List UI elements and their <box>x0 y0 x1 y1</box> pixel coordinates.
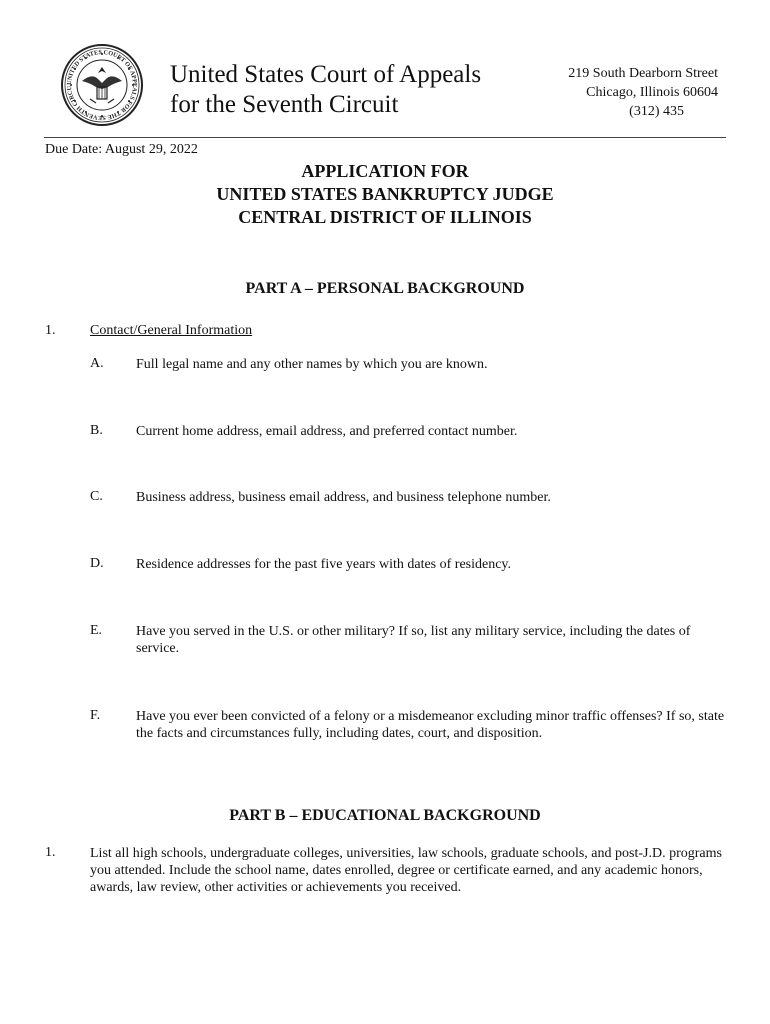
court-name-line2: for the Seventh Circuit <box>170 91 399 118</box>
title-line1: APPLICATION FOR <box>301 161 469 181</box>
address-city: Chicago, Illinois 60604 <box>586 85 718 100</box>
address-phone: (312) 435 <box>629 104 684 119</box>
due-date: Due Date: August 29, 2022 <box>45 142 198 157</box>
part-a-heading: PART A – PERSONAL BACKGROUND <box>245 280 525 297</box>
question-letter: D. <box>90 556 104 571</box>
part-a-item-heading: Contact/General Information <box>90 323 253 338</box>
part-b-item-text: List all high schools, undergraduate colleges, universities, law schools, graduate schools, and post-J.D. programs you attended. Include the school name, dates enrolled, degree or certificate earned, and any academic honors, awards, law review, other activities or achievements you received. <box>90 846 722 895</box>
part-b-item-number: 1. <box>45 845 56 860</box>
title-line2: UNITED STATES BANKRUPTCY JUDGE <box>216 184 554 204</box>
question-text: Current home address, email address, and preferred contact number. <box>136 424 518 439</box>
header-divider <box>44 137 726 138</box>
question-letter: E. <box>90 623 103 638</box>
court-address <box>568 64 718 121</box>
part-b-heading: PART B – EDUCATIONAL BACKGROUND <box>229 807 541 824</box>
court-name <box>170 60 481 120</box>
court-seal-icon <box>60 43 144 127</box>
part-a-item-number: 1. <box>45 323 56 338</box>
question-letter: C. <box>90 489 103 504</box>
question-text: Have you served in the U.S. or other military? If so, list any military service, including the dates of service. <box>136 624 691 656</box>
question-letter: A. <box>90 356 104 371</box>
question-text: Have you ever been convicted of a felony or a misdemeanor excluding minor traffic offenses? If so, state the facts and circumstances fully, including dates, court, and disposition. <box>136 709 725 741</box>
question-letter: F. <box>90 708 101 723</box>
court-name-line1: United States Court of Appeals <box>170 61 482 88</box>
svg-text:UNITED STATES COURT OF APPEALS: UNITED STATES COURT OF APPEALS FOR THE SEVENTH CIRCU <box>65 48 139 122</box>
question-text: Full legal name and any other names by which you are known. <box>136 357 488 372</box>
question-text: Residence addresses for the past five years with dates of residency. <box>136 557 512 572</box>
address-street: 219 South Dearborn Street <box>568 66 718 81</box>
title-line3: CENTRAL DISTRICT OF ILLINOIS <box>238 207 532 227</box>
question-letter: B. <box>90 423 103 438</box>
question-text: Business address, business email address, and business telephone number. <box>136 490 551 505</box>
document-title <box>0 160 770 229</box>
